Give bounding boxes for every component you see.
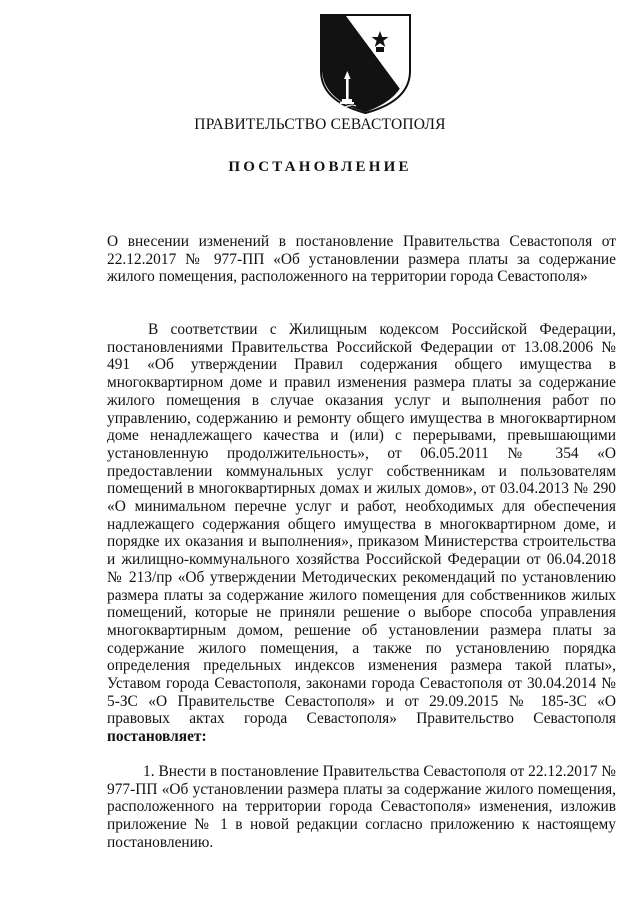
resolves-word: постановляет: — [107, 728, 207, 746]
preamble-paragraph — [107, 321, 616, 746]
government-name: ПРАВИТЕЛЬСТВО СЕВАСТОПОЛЯ — [194, 116, 446, 133]
preamble-text: В соответствии с Жилищным кодексом Российской Федерации, постановлениями Правительства Российской Федерации от 13.08.2006 № 491 «Об утверждении Правил содержания общего имущества в многоквартирном доме и правил изменения размера платы за содержание жилого помещения в случае оказания услуг и выполнения работ по управлению, содержанию и ремонту общего имущества в многоквартирном доме ненадлежащего качества и (или) с перерывами, превышающими установленную продолжительность», от 06.05.2011 № 354 «О предоставлении коммунальных услуг собственникам и пользователям помещений в многоквартирных домах и жилых домов», от 03.04.2013 № 290 «О минимальном перечне услуг и работ, необходимых для обеспечения надлежащего содержания общего имущества в многоквартирном доме, и порядке их оказания и выполнения», приказом Министерства строительства и жилищно-коммунального хозяйства Российской Федерации от 06.04.2018 № 213/пр «Об утверждении Методических рекомендаций по установлению размера платы за содержание жилого помещения для собственников жилых помещений, которые не приняли решение о выборе способа управления многоквартирным домом, решение об установлении размера платы за содержание жилого помещения, а также по установлению порядка определения предельных индексов изменения размера такой платы», Уставом города Севастополя, законами города Севастополя от 30.04.2014 № 5-ЗС «О Правительстве Севастополя» и от 29.09.2015 № 185-ЗС «О правовых актах города Севастополя» Правительство Севастополя — [107, 321, 616, 728]
decree-subject: О внесении изменений в постановление Правительства Севастополя от 22.12.2017 № 977-ПП «Об установлении размера платы за содержание жилого помещения, расположенного на территории города Севастополя» — [107, 233, 616, 286]
document-type-title: ПОСТАНОВЛЕНИЕ — [228, 159, 412, 175]
decree-item-1: 1. Внести в постановление Правительства Севастополя от 22.12.2017 № 977-ПП «Об установлении размера платы за содержание жилого помещения, расположенного на территории города Севастополя» изменения, изложив приложение № 1 в новой редакции согласно приложению к настоящему постановлению. — [107, 763, 616, 851]
coat-of-arms-emblem — [318, 13, 413, 115]
